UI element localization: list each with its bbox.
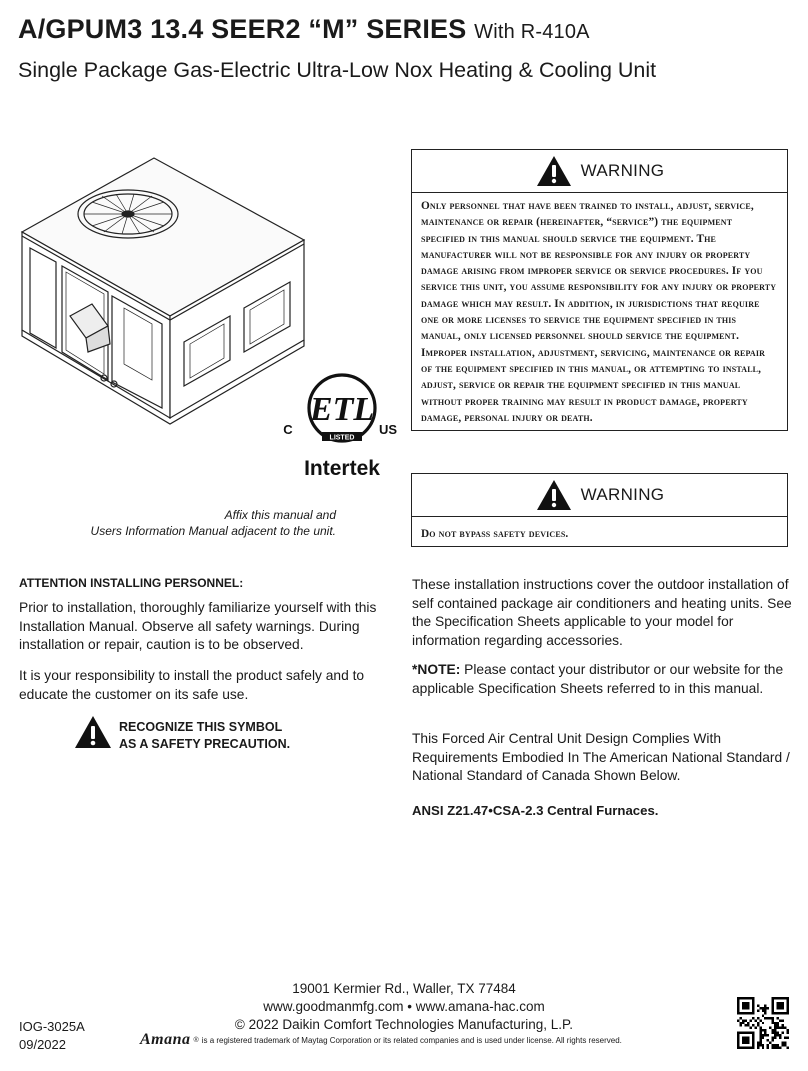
title-suffix: With R-410A bbox=[474, 21, 590, 43]
ansi-standard: ANSI Z21.47•CSA-2.3 Central Furnaces. bbox=[412, 803, 659, 818]
safety-symbol-line-1: RECOGNIZE THIS SYMBOL bbox=[119, 720, 283, 734]
etl-listed: LISTED bbox=[329, 434, 355, 442]
footer-address: 19001 Kermier Rd., Waller, TX 77484 bbox=[292, 981, 516, 996]
attention-paragraph-2: It is your responsibility to install the product safely and to educate the customer on its safe use. bbox=[19, 668, 365, 702]
trademark-text: is a registered trademark of Maytag Corporation or its related companies and is used under license. All rights reserved. bbox=[201, 1035, 622, 1045]
safety-symbol-line-2: AS A SAFETY PRECAUTION. bbox=[119, 737, 291, 751]
attention-paragraph-1: Prior to installation, thoroughly familiarize yourself with this Installation Manual. Observe all safety warnings. During installation or repair, caution is to be observed. bbox=[19, 600, 377, 652]
note-text: Please contact your distributor or our website for the applicable Specification Sheets referred to in this manual. bbox=[412, 662, 784, 696]
warning-header bbox=[412, 474, 787, 517]
etl-c: C bbox=[283, 422, 293, 437]
unit-illustration bbox=[12, 140, 312, 430]
etl-us: US bbox=[378, 422, 398, 437]
doc-number: IOG-3025A bbox=[19, 1019, 85, 1034]
warning-label: WARNING bbox=[580, 485, 665, 504]
affix-note bbox=[40, 507, 336, 539]
warning-header bbox=[412, 150, 787, 193]
note-paragraph bbox=[412, 661, 792, 698]
page-subtitle: Single Package Gas-Electric Ultra-Low Nox Heating & Cooling Unit bbox=[18, 58, 657, 82]
warning-text: Do not bypass safety devices. bbox=[421, 528, 569, 540]
attention-heading: ATTENTION INSTALLING PERSONNEL: bbox=[19, 576, 244, 590]
affix-line-2: Users Information Manual adjacent to the unit. bbox=[90, 524, 336, 538]
safety-symbol-caption bbox=[119, 719, 290, 753]
note-label: *NOTE: bbox=[412, 662, 461, 677]
etl-certification-mark bbox=[282, 372, 402, 482]
warning-triangle-icon bbox=[535, 154, 573, 188]
footer-websites: www.goodmanmfg.com • www.amana-hac.com bbox=[263, 999, 545, 1014]
warning-box-service bbox=[411, 149, 788, 431]
footer-contact bbox=[180, 980, 628, 1034]
warning-box-safety-devices bbox=[411, 473, 788, 547]
etl-letters: ETL bbox=[309, 391, 375, 428]
warning-text: Only personnel that have been trained to install, adjust, service, maintenance or repair (hereinafter, “service”) the equipment specified in this manual should service the equipment. The manufacturer will not be responsible for any injury or property damage arising from improper service or service procedures. If you service this unit, you assume responsibility for any injury or property damage which may result. In addition, in jurisdictions that require one or more licenses to service the equipment specified in this manual, only licensed personnel should service the equipment. Improper installation, adjustment, servicing, maintenance or repair of the equipment specified in this manual, or attempting to install, adjust, service or repair the equipment specified in this manual without proper training may result in product damage, property damage, personal injury or death. bbox=[421, 200, 777, 424]
document-id bbox=[19, 1018, 85, 1054]
trademark-line: Amana ® is a registered trademark of Maytag Corporation or its related companies and is used under license. All rights reserved. bbox=[140, 1031, 622, 1048]
qr-code-icon bbox=[737, 997, 789, 1049]
warning-label: WARNING bbox=[580, 161, 665, 180]
doc-date: 09/2022 bbox=[19, 1037, 66, 1052]
compliance-paragraph: This Forced Air Central Unit Design Complies With Requirements Embodied In The American National Standard / National Standard of Canada Shown Below. bbox=[412, 731, 790, 783]
installation-intro: These installation instructions cover the outdoor installation of self contained package air conditioners and heating units. See the Specification Sheets applicable to your model for information regarding accessories. bbox=[412, 577, 792, 648]
amana-logo: Amana bbox=[140, 1031, 191, 1048]
title-main: A/GPUM3 13.4 SEER2 “M” SERIES bbox=[18, 14, 467, 44]
warning-triangle-icon bbox=[73, 714, 113, 750]
intertek-logo: Intertek bbox=[304, 457, 380, 480]
warning-triangle-icon bbox=[535, 478, 573, 512]
affix-line-1: Affix this manual and bbox=[224, 508, 336, 522]
page-title bbox=[18, 14, 590, 45]
footer-copyright: © 2022 Daikin Comfort Technologies Manufacturing, L.P. bbox=[234, 1017, 574, 1032]
